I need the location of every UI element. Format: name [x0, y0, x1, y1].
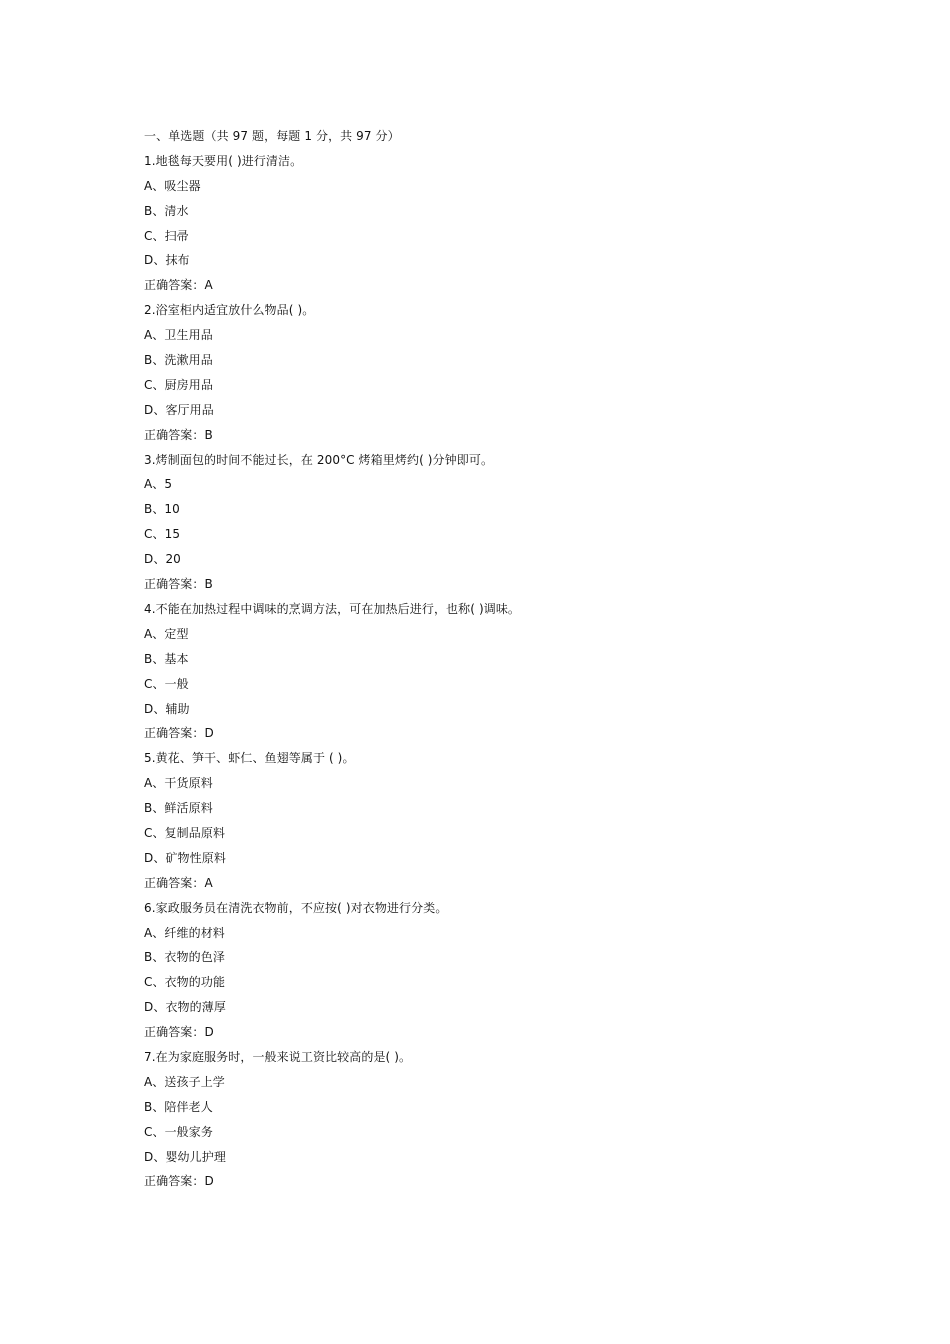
question-stem: 2.浴室柜内适宜放什么物品( )。 — [144, 303, 315, 318]
question-block — [144, 896, 524, 1045]
option-b: B、清水 — [144, 203, 189, 218]
correct-answer: 正确答案：B — [144, 427, 213, 442]
correct-answer: 正确答案：A — [144, 278, 213, 293]
correct-answer: 正确答案：A — [144, 875, 213, 890]
question-block — [144, 1045, 524, 1194]
option-a: A、5 — [144, 477, 173, 492]
option-d: D、婴幼儿护理 — [144, 1149, 226, 1164]
option-c: C、一般 — [144, 676, 189, 691]
option-d: D、衣物的薄厚 — [144, 1000, 226, 1015]
question-stem: 6.家政服务员在清洗衣物前，不应按( )对衣物进行分类。 — [144, 900, 448, 915]
question-block — [144, 597, 524, 746]
exam-content — [144, 124, 524, 1194]
option-a: A、卫生用品 — [144, 328, 213, 343]
option-d: D、矿物性原料 — [144, 850, 226, 865]
option-c: C、扫帚 — [144, 228, 189, 243]
option-d: D、辅助 — [144, 701, 190, 716]
option-b: B、基本 — [144, 651, 189, 666]
question-stem: 7.在为家庭服务时，一般来说工资比较高的是( )。 — [144, 1049, 412, 1064]
question-stem: 5.黄花、笋干、虾仁、鱼翅等属于 ( )。 — [144, 751, 355, 766]
section-title: 一、单选题（共 97 题，每题 1 分，共 97 分） — [144, 129, 400, 143]
correct-answer: 正确答案：D — [144, 1025, 214, 1040]
correct-answer: 正确答案：B — [144, 577, 213, 592]
question-stem: 3.烤制面包的时间不能过长，在 200°C 烤箱里烤约( )分钟即可。 — [144, 452, 494, 467]
correct-answer: 正确答案：D — [144, 726, 214, 741]
option-d: D、客厅用品 — [144, 402, 214, 417]
option-d: D、20 — [144, 552, 181, 567]
option-b: B、鲜活原料 — [144, 801, 213, 816]
option-a: A、送孩子上学 — [144, 1074, 225, 1089]
option-b: B、陪伴老人 — [144, 1099, 213, 1114]
option-c: C、复制品原料 — [144, 825, 226, 840]
option-b: B、10 — [144, 502, 180, 517]
option-c: C、15 — [144, 527, 181, 542]
option-a: A、干货原料 — [144, 776, 213, 791]
option-c: C、衣物的功能 — [144, 975, 226, 990]
question-block — [144, 298, 524, 447]
option-b: B、衣物的色泽 — [144, 950, 225, 965]
option-a: A、定型 — [144, 626, 189, 641]
question-block — [144, 746, 524, 895]
correct-answer: 正确答案：D — [144, 1174, 214, 1189]
option-a: A、纤维的材料 — [144, 925, 225, 940]
question-stem: 1.地毯每天要用( )进行清洁。 — [144, 153, 303, 168]
option-d: D、抹布 — [144, 253, 190, 268]
option-b: B、洗漱用品 — [144, 353, 213, 368]
option-a: A、吸尘器 — [144, 178, 201, 193]
option-c: C、一般家务 — [144, 1124, 213, 1139]
question-block — [144, 448, 524, 597]
question-stem: 4.不能在加热过程中调味的烹调方法，可在加热后进行，也称( )调味。 — [144, 601, 521, 616]
question-block — [144, 149, 524, 298]
option-c: C、厨房用品 — [144, 377, 213, 392]
